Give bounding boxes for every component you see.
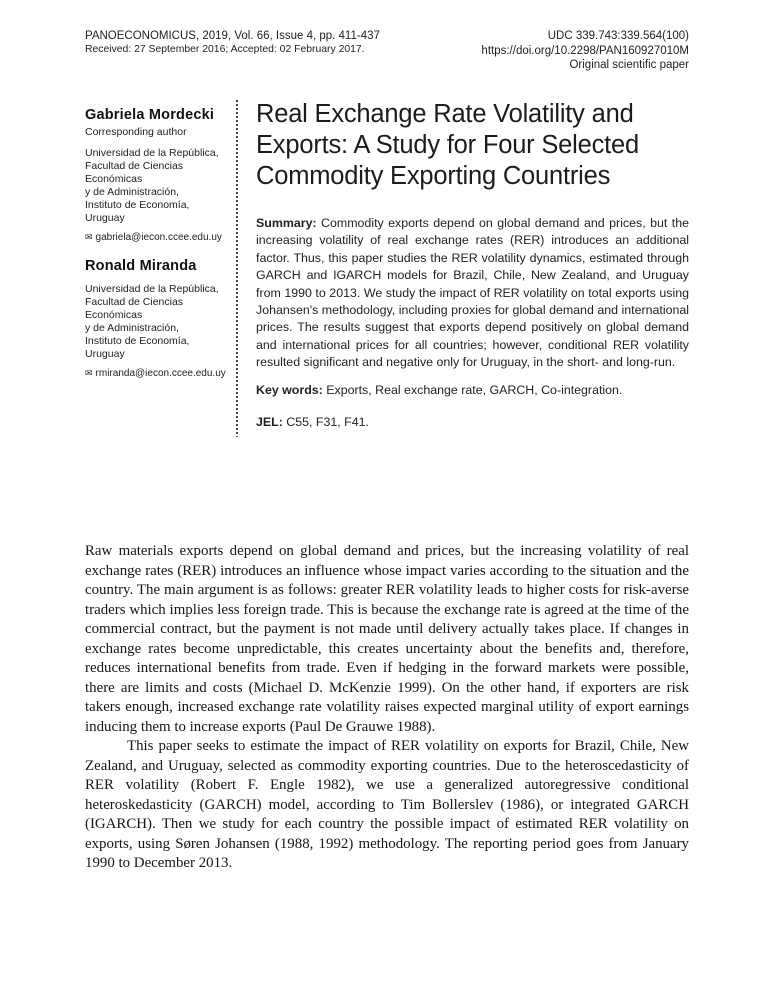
author-email-row [85, 232, 233, 243]
affiliation-line: Instituto de Economía, [85, 199, 190, 211]
author-block [85, 107, 233, 243]
journal-header-right [481, 29, 689, 73]
article-title: Real Exchange Rate Volatility and Exports: A Study for Four Selected Commodity Exporting Countries [256, 100, 639, 190]
column-divider [236, 100, 238, 437]
jel-label: JEL: [256, 414, 283, 429]
email-icon: ✉ [85, 368, 93, 378]
email-icon: ✉ [85, 232, 93, 242]
keywords-line [256, 383, 689, 398]
summary-paragraph [256, 215, 689, 372]
jel-text: C55, F31, F41. [282, 414, 369, 429]
author-email-link[interactable]: rmiranda@iecon.ccee.edu.uy [95, 368, 226, 379]
affiliation-line: Uruguay [85, 348, 125, 360]
affiliation-line: Instituto de Economía, [85, 335, 190, 347]
authors-column [85, 107, 233, 379]
author-affiliation [85, 147, 233, 225]
affiliation-line: Facultad de Ciencias Económicas [85, 296, 184, 321]
affiliation-line: Uruguay [85, 212, 125, 224]
body-paragraph: Raw materials exports depend on global demand and prices, but the increasing volatility of real exchange rates (RER) introduces an influence whose impact varies according to the situation and the country. The main argument is as follows: greater RER volatility leads to higher costs for risk-averse traders which implies less foreign trade. This is because the exchange rate is agreed at the time of the commercial contract, but the payment is not made until delivery actually takes place. If changes in exchange rates become unpredictable, this creates uncertainty about the benefits and, therefore, reduces international benefits from trade. Even if hedging in the forward markets were possible, there are limits and costs (Michael D. McKenzie 1999). On the other hand, if exporters are risk takers enough, increased exchange rate volatility raises expected marginal utility of export earnings inducing them to increase exports (Paul De Grauwe 1988). [85, 543, 689, 735]
journal-citation: PANOECONOMICUS, 2019, Vol. 66, Issue 4, pp. 411-437 [85, 30, 380, 42]
journal-header-left [85, 29, 380, 56]
summary-text: Commodity exports depend on global demand and prices, but the increasing volatility of real exchange rates (RER) introduces an additional factor. Thus, this paper studies the RER volatility dynamics, estimated through GARCH and IGARCH models for Brazil, Chile, New Zealand, and Uruguay from 1990 to 2013. We study the impact of RER volatility on total exports using Johansen's methodology, including proxies for global demand and international prices. The results suggest that exports depend positively on global demand and international prices for all countries; however, conditional RER volatility resulted significant and negative only for Uruguay, in the short- and long-run. [256, 216, 689, 370]
author-email-link[interactable]: gabriela@iecon.ccee.edu.uy [95, 232, 222, 243]
affiliation-line: Facultad de Ciencias Económicas [85, 160, 184, 185]
author-block [85, 258, 233, 379]
keywords-text: Exports, Real exchange rate, GARCH, Co-integration. [322, 382, 623, 397]
doi-link[interactable]: https://doi.org/10.2298/PAN160927010M [481, 44, 689, 57]
title-abstract-column [256, 99, 689, 430]
body-paragraph: This paper seeks to estimate the impact of RER volatility on exports for Brazil, Chile, New Zealand, and Uruguay, selected as commodity exporting countries. Due to the heteroscedasticity of RER volatility (Robert F. Engle 1982), we use a generalized autoregressive conditional heteroskedasticity (GARCH) model, according to Tim Bollerslev (1986), or integrated GARCH (IGARCH). Then we study for each country the possible impact of estimated RER volatility on exports, using Søren Johansen (1988, 1992) methodology. The reporting period goes from January 1990 to December 2013. [85, 738, 689, 871]
author-role: Corresponding author [85, 126, 187, 138]
affiliation-line: Universidad de la República, [85, 283, 219, 295]
paper-type-label: Original scientific paper [569, 59, 689, 71]
author-affiliation [85, 283, 233, 361]
received-accepted-dates: Received: 27 September 2016; Accepted: 02 February 2017. [85, 44, 365, 55]
author-email-row [85, 368, 233, 379]
affiliation-line: y de Administración, [85, 186, 179, 198]
author-name: Gabriela Mordecki [85, 107, 215, 123]
author-name: Ronald Miranda [85, 258, 197, 274]
affiliation-line: y de Administración, [85, 322, 179, 334]
keywords-label: Key words: [256, 382, 323, 397]
body-text [85, 542, 689, 874]
summary-label: Summary: [256, 216, 317, 230]
affiliation-line: Universidad de la República, [85, 147, 219, 159]
udc-code: UDC 339.743:339.564(100) [547, 30, 689, 42]
jel-line [256, 415, 689, 430]
